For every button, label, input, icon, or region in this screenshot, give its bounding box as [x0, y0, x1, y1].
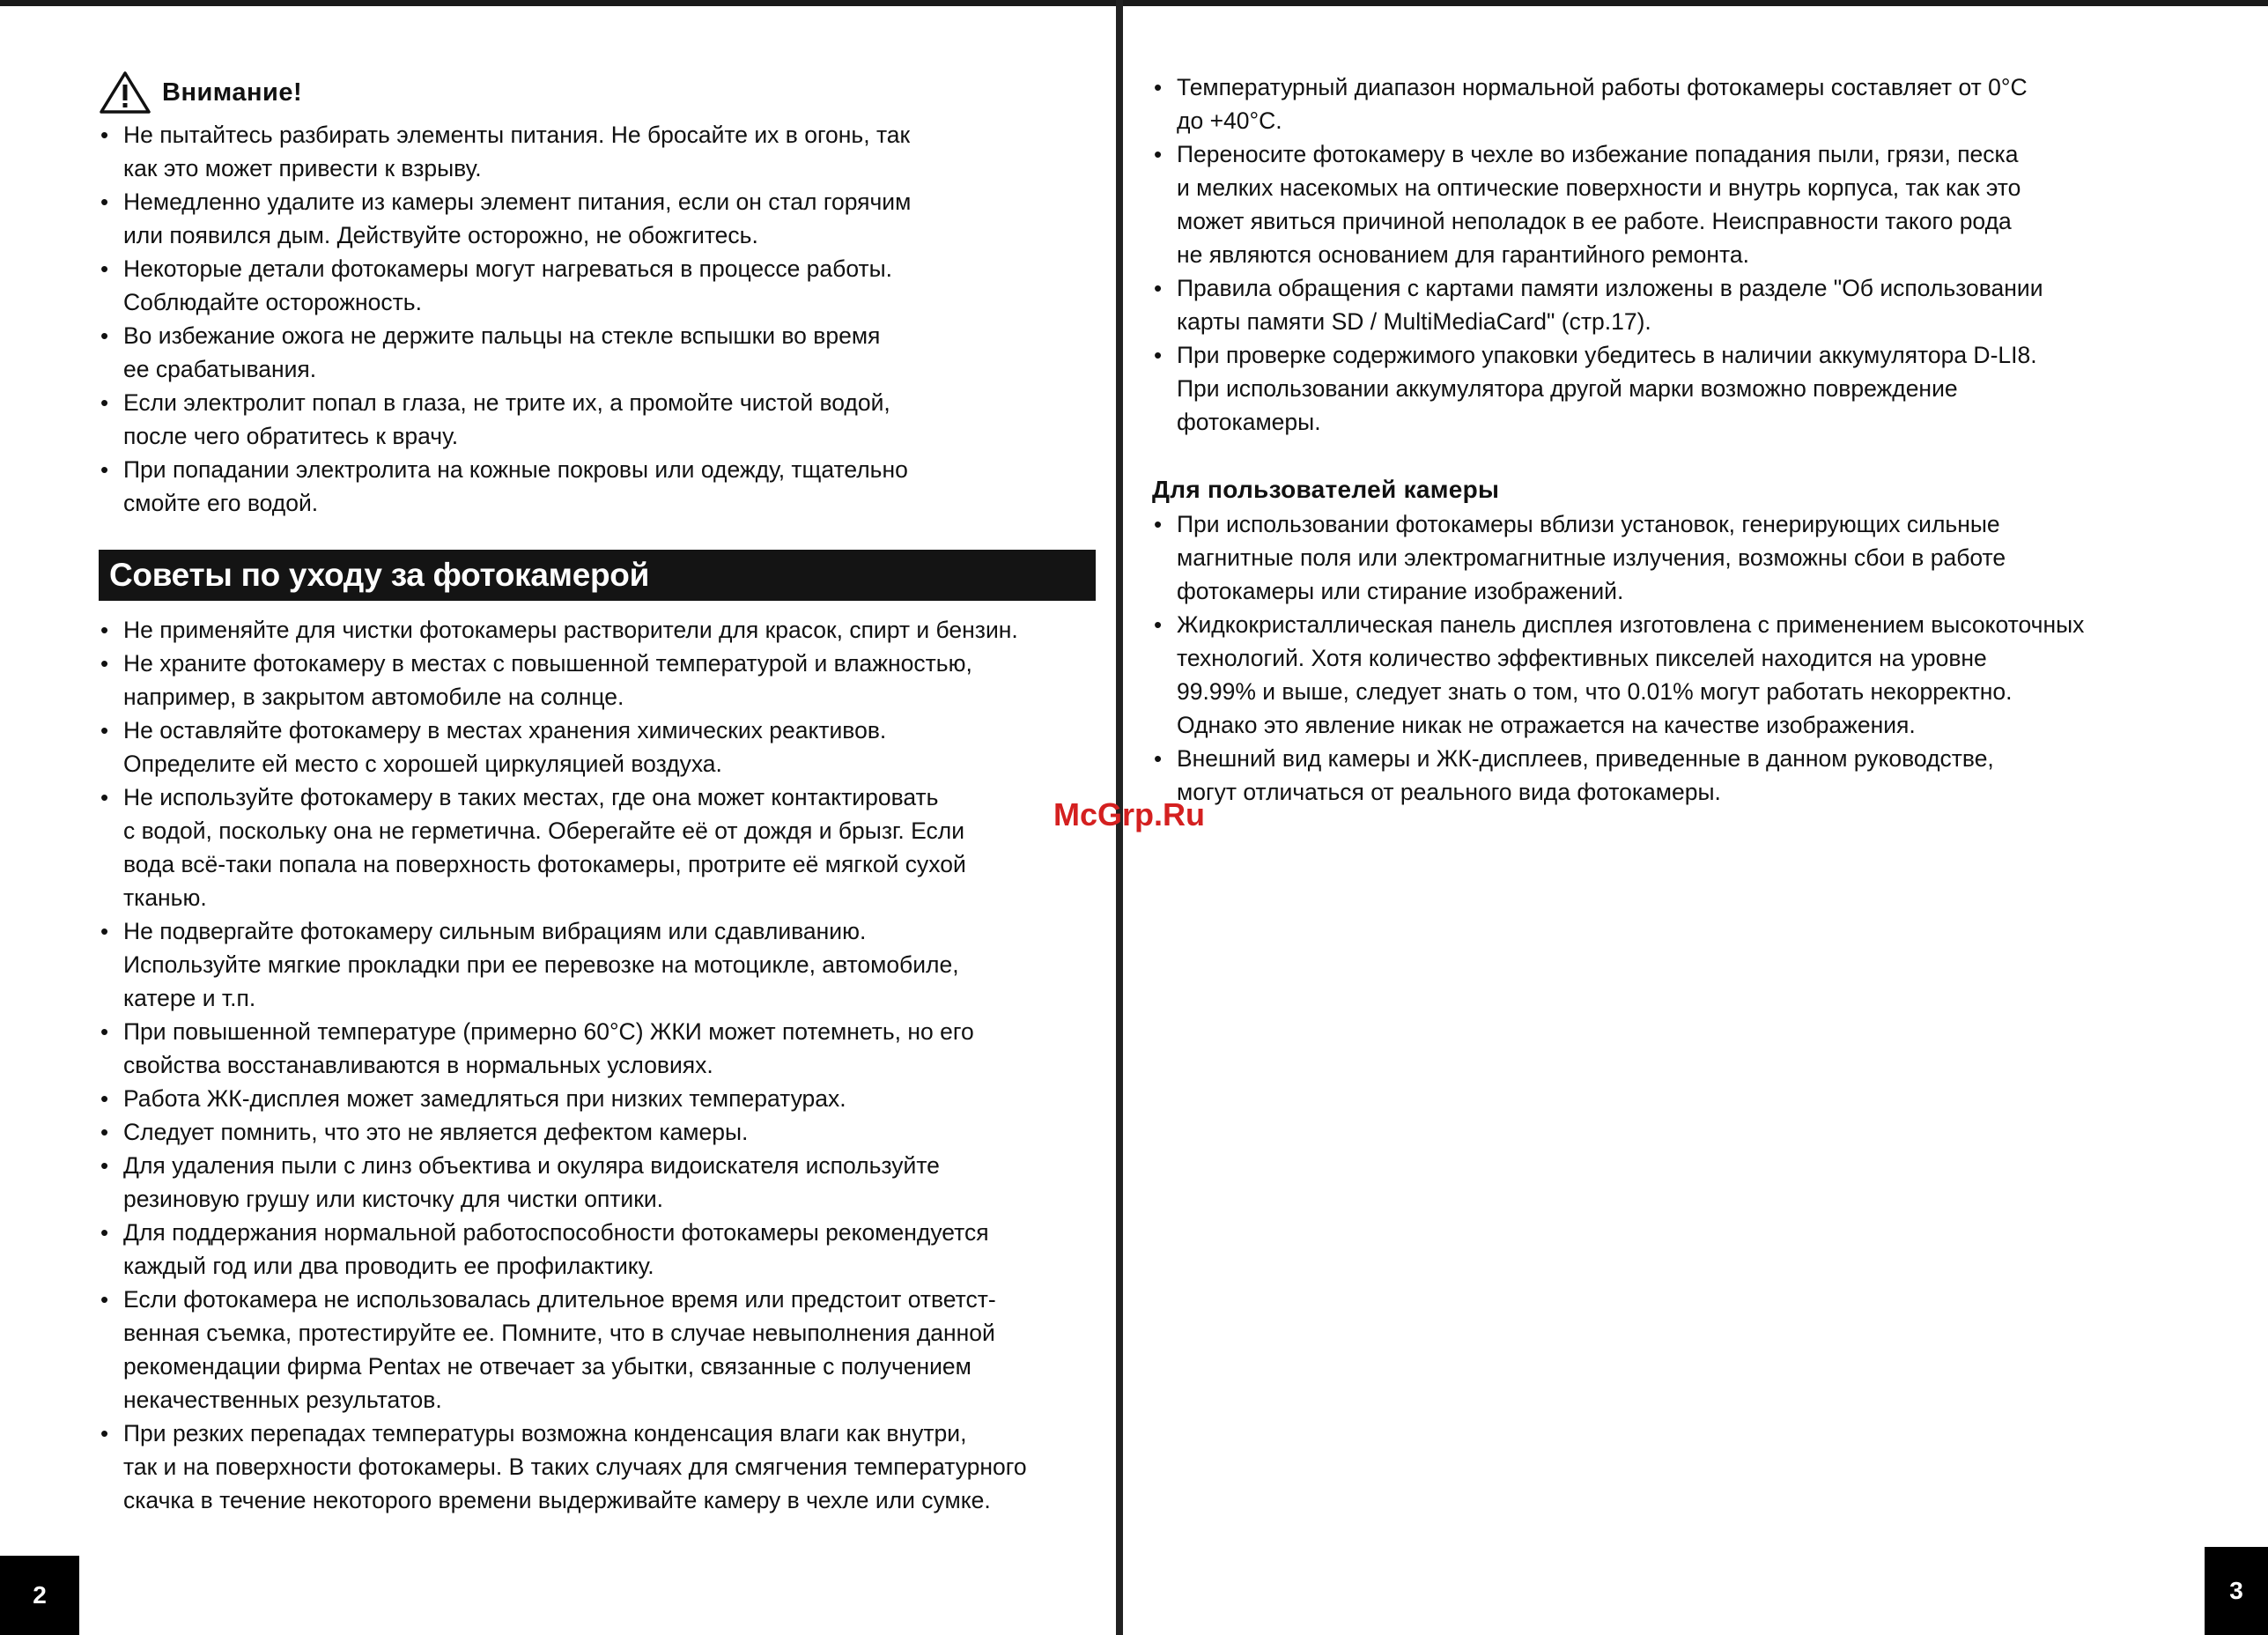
list-item: • Во избежание ожога не держите пальцы на стекле вспышки во время ее срабатывания. — [99, 319, 1096, 386]
warning-triangle-icon — [99, 70, 151, 115]
list-item: • Если электролит попал в глаза, не трите их, а промойте чистой водой, после чего обратитесь к врачу. — [99, 386, 1096, 453]
care-list — [99, 613, 1096, 1517]
list-item: • Правила обращения с картами памяти изложены в разделе "Об использовании карты памяти SD / MultiMediaCard" (стр.17). — [1152, 271, 2156, 338]
left-page — [99, 70, 1096, 1517]
page-number-left: 2 — [0, 1556, 79, 1635]
list-item: • Не применяйте для чистки фотокамеры растворители для красок, спирт и бензин. — [99, 613, 1096, 647]
list-item: • Если фотокамера не использовалась длительное время или предстоит ответст- венная съемка, протестируйте ее. Помните, что в случае невыполнения данной рекомендации фирма Pentax не отвечает за убытки, связанные с получением некачественных результатов. — [99, 1283, 1096, 1417]
list-item: • При проверке содержимого упаковки убедитесь в наличии аккумулятора D-LI8. При использовании аккумулятора другой марки возможно повреждение фотокамеры. — [1152, 338, 2156, 439]
list-item: • Не пытайтесь разбирать элементы питания. Не бросайте их в огонь, так как это может привести к взрыву. — [99, 118, 1096, 185]
top-rule — [0, 0, 2268, 6]
list-item: • При резких перепадах температуры возможна конденсация влаги как внутри, так и на поверхности фотокамеры. В таких случаях для смягчения температурного скачка в течение некоторого времени выдерживайте камеру в чехле или сумке. — [99, 1417, 1096, 1517]
list-item: • Не оставляйте фотокамеру в местах хранения химических реактивов. Определите ей место с хорошей циркуляцией воздуха. — [99, 714, 1096, 781]
list-item: • При повышенной температуре (примерно 60°C) ЖКИ может потемнеть, но его свойства восстанавливаются в нормальных условиях. — [99, 1015, 1096, 1082]
general-notes-list — [1152, 70, 2156, 439]
list-item: • Не используйте фотокамеру в таких местах, где она может контактировать с водой, поскольку она не герметична. Оберегайте её от дождя и брызг. Если вода всё-таки попала на поверхность фотокамеры, протрите её мягкой сухой тканью. — [99, 781, 1096, 914]
watermark: McGrp.Ru — [1053, 796, 1206, 832]
list-item: • При попадании электролита на кожные покровы или одежду, тщательно смойте его водой. — [99, 453, 1096, 520]
warning-heading — [99, 70, 1096, 115]
list-item: • Работа ЖК-дисплея может замедляться при низких температурах. — [99, 1082, 1096, 1115]
list-item: • Для удаления пыли с линз объектива и окуляра видоискателя используйте резиновую грушу или кисточку для чистки оптики. — [99, 1149, 1096, 1216]
list-item: • Внешний вид камеры и ЖК-дисплеев, приведенные в данном руководстве, могут отличаться от реального вида фотокамеры. — [1152, 742, 2156, 809]
page-number-right: 3 — [2205, 1547, 2268, 1635]
right-page — [1152, 70, 2156, 809]
list-item: • Некоторые детали фотокамеры могут нагреваться в процессе работы. Соблюдайте осторожность. — [99, 252, 1096, 319]
list-item: • Для поддержания нормальной работоспособности фотокамеры рекомендуется каждый год или два проводить ее профилактику. — [99, 1216, 1096, 1283]
list-item: • Не храните фотокамеру в местах с повышенной температурой и влажностью, например, в закрытом автомобиле на солнце. — [99, 647, 1096, 714]
list-item: • При использовании фотокамеры вблизи установок, генерирующих сильные магнитные поля или электромагнитные излучения, возможны сбои в работе фотокамеры или стирание изображений. — [1152, 507, 2156, 608]
warning-list — [99, 118, 1096, 520]
users-section-title: Для пользователей камеры — [1152, 476, 1500, 503]
list-item: • Переносите фотокамеру в чехле во избежание попадания пыли, грязи, песка и мелких насекомых на оптические поверхности и внутрь корпуса, так как это может явиться причиной неполадок в ее работе. Неисправности такого рода не являются основанием для гарантийного ремонта. — [1152, 137, 2156, 271]
list-item: • Температурный диапазон нормальной работы фотокамеры составляет от 0°C до +40°C. — [1152, 70, 2156, 137]
list-item: • Не подвергайте фотокамеру сильным вибрациям или сдавливанию. Используйте мягкие прокладки при ее перевозке на мотоцикле, автомобиле, катере и т.п. — [99, 914, 1096, 1015]
list-item: • Немедленно удалите из камеры элемент питания, если он стал горячим или появился дым. Действуйте осторожно, не обожгитесь. — [99, 185, 1096, 252]
list-item: • Жидкокристаллическая панель дисплея изготовлена с применением высокоточных технологий. Хотя количество эффективных пикселей находится на уровне 99.99% и выше, следует знать о том, что 0.01% могут работать некорректно. Однако это явление никак не отражается на качестве изображения. — [1152, 608, 2156, 742]
care-section-title: Советы по уходу за фотокамерой — [99, 550, 1096, 601]
warning-title: Внимание! — [162, 78, 303, 107]
users-list — [1152, 507, 2156, 809]
list-item: • Следует помнить, что это не является дефектом камеры. — [99, 1115, 1096, 1149]
